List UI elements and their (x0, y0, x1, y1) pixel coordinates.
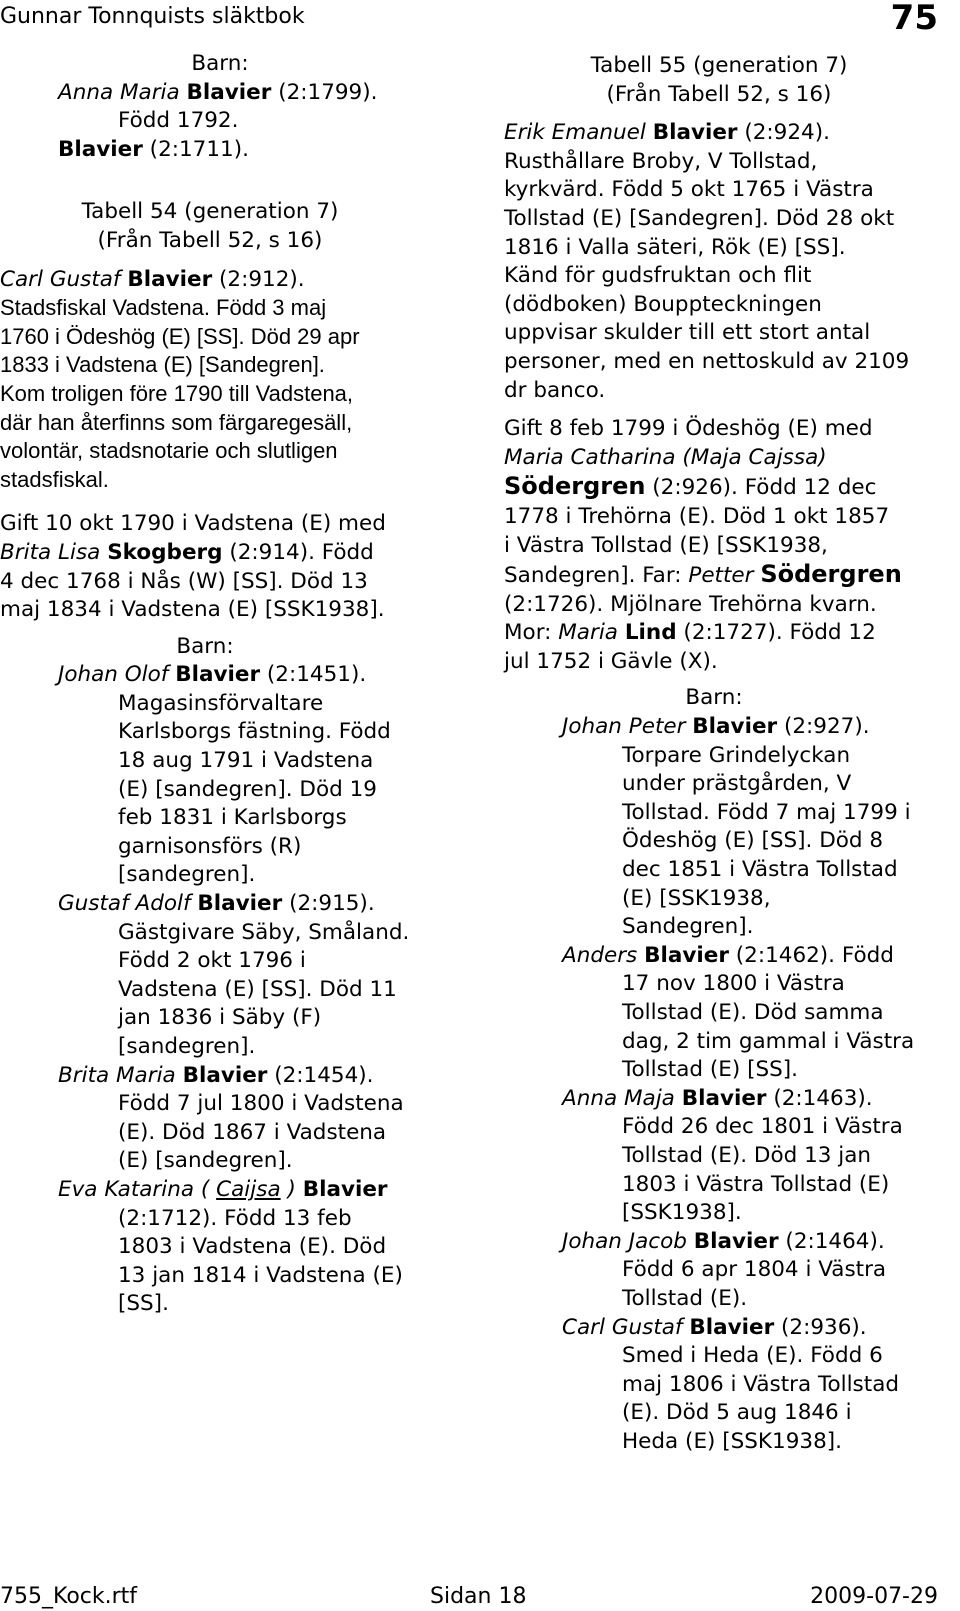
surname: Blavier (58, 136, 143, 162)
barn-label-top: Barn: (191, 51, 249, 76)
book-title: Gunnar Tonnquists släktbok (0, 4, 305, 29)
given-name: Gustaf Adolf (58, 891, 191, 917)
marriage-entry (504, 415, 954, 676)
child-entry (562, 713, 954, 942)
prev-child-entry (0, 79, 440, 165)
given-name: Carl Gustaf (0, 266, 121, 292)
entry-line: Gästgivare Säby, Småland. (118, 919, 410, 945)
entry-line: [SS]. (118, 1291, 169, 1317)
entry-line: Smed i Heda (E). Född 6 (622, 1343, 883, 1369)
child-entry (58, 890, 440, 1062)
entry-line: dr banco. (504, 377, 606, 403)
father-given-name: Petter (688, 563, 754, 589)
ref: (2:914). Född (222, 539, 374, 565)
entry-line: (E) [sandegren]. (118, 1148, 293, 1174)
entry-line: Född 7 jul 1800 i Vadstena (118, 1091, 404, 1117)
entry-line: Född 26 dec 1801 i Västra (622, 1114, 903, 1140)
entry-line: Tollstad (E) [Sandegren]. Död 28 okt (504, 205, 895, 231)
given-name: Anders (562, 942, 638, 968)
ref: (2:926). Född 12 dec (645, 475, 877, 501)
ref: (2:924). (737, 120, 830, 146)
entry-line: (2:1726). Mjölnare Trehörna kvarn. (504, 591, 877, 617)
entry-line: Magasinsförvaltare (118, 690, 324, 716)
child-entry (58, 661, 440, 890)
entry-line: 1803 i Vadstena (E). Död (118, 1234, 387, 1260)
entry-line: (E). Död 5 aug 1846 i (622, 1400, 852, 1426)
child-entry (58, 1176, 440, 1319)
barn-label: Barn: (685, 685, 743, 711)
surname: Blavier (197, 891, 283, 917)
entry-line: Rusthållare Broby, V Tollstad, (504, 148, 818, 174)
entry-line: feb 1831 i Karlsborgs (118, 805, 347, 831)
entry-line: (2:1712). Född 13 feb (118, 1205, 352, 1231)
entry-line: där han återfinns som färgaregesäll, (0, 409, 353, 435)
entry-line: Vadstena (E) [SS]. Död 11 (118, 976, 397, 1002)
entry-line: Tollstad (E). Död 13 jan (622, 1142, 872, 1168)
entry-line: Kom troligen före 1790 till Vadstena, (0, 380, 354, 406)
surname: Blavier (302, 1176, 388, 1202)
entry-line: Gift 8 feb 1799 i Ödeshög (E) med (504, 416, 873, 442)
surname: Blavier (186, 79, 272, 105)
entry-line: Karlsborgs fästning. Född (118, 719, 391, 745)
mother-surname: Lind (624, 620, 677, 646)
children-list (504, 713, 954, 1456)
given-name: Carl Gustaf (562, 1314, 683, 1340)
mother-given-name: Maria (558, 620, 618, 646)
ref: (2:1711). (142, 136, 249, 162)
entry-line: personer, med en nettoskuld av 2109 (504, 348, 910, 374)
entry-line: Tollstad. Född 7 maj 1799 i (622, 799, 911, 825)
entry-line: uppvisar skulder till ett stort antal (504, 320, 871, 346)
nickname: Caijsa (216, 1176, 281, 1202)
ref: (2:1462). Född (728, 942, 894, 968)
entry-line: Gift 10 okt 1790 i Vadstena (E) med (0, 511, 386, 537)
entry-line: (E) [sandegren]. Död 19 (118, 776, 377, 802)
left-column (0, 50, 440, 1319)
given-name: Anna Maria (58, 79, 180, 105)
person-entry (504, 119, 954, 405)
entry-line: Tollstad (E). Död samma (622, 1000, 884, 1025)
surname: Blavier (692, 714, 778, 740)
ref: (2:1727). Född 12 (676, 620, 876, 646)
surname: Blavier (127, 266, 213, 292)
child-entry (58, 1062, 440, 1176)
ref: (2:915). (282, 891, 375, 917)
entry-line: (E) [SSK1938, (622, 885, 771, 911)
table-title: Tabell 55 (generation 7) (590, 53, 848, 78)
entry-line: 1760 i Ödeshög (E) [SS]. Död 29 apr (0, 323, 360, 349)
entry-line: maj 1834 i Vadstena (E) [SSK1938]. (0, 597, 385, 623)
entry-line: 1778 i Trehörna (E). Död 1 okt 1857 (504, 503, 890, 529)
entry-line: garnisonsförs (R) (118, 833, 302, 859)
given-name-end: ) (280, 1176, 296, 1202)
entry-line: (dödboken) Bouppteckningen (504, 291, 822, 317)
marriage-entry (0, 510, 440, 624)
ref: (2:1799). (271, 79, 378, 105)
surname: Blavier (644, 942, 729, 968)
given-name: Anna Maja (562, 1085, 675, 1111)
entry-line: 4 dec 1768 i Nås (W) [SS]. Död 13 (0, 568, 368, 594)
entry-line: 17 nov 1800 i Västra (622, 971, 845, 997)
ref: (2:936). (774, 1314, 867, 1340)
entry-line: Tollstad (E) [SS]. (622, 1057, 798, 1083)
entry-line: Sandegren]. (622, 914, 754, 940)
entry-line: (E). Död 1867 i Vadstena (118, 1119, 387, 1145)
ref: (2:1454). (267, 1062, 374, 1088)
child-entry (562, 1085, 954, 1228)
ref: (2:1464). (778, 1228, 885, 1254)
table-title: Tabell 54 (generation 7) (81, 199, 339, 225)
given-name: Johan Olof (58, 662, 169, 688)
ref: (2:927). (777, 714, 870, 740)
surname: Blavier (681, 1085, 767, 1111)
entry-line: 18 aug 1791 i Vadstena (118, 748, 374, 774)
given-name: Johan Peter (562, 714, 686, 740)
entry-line: Känd för gudsfruktan och flit (504, 263, 812, 289)
right-column (504, 52, 954, 1457)
entry-line: Mor: (504, 620, 559, 646)
entry-line: maj 1806 i Västra Tollstad (622, 1371, 900, 1397)
entry-line: Sandegren]. Far: (504, 563, 689, 589)
spouse-given-name: Brita Lisa (0, 539, 101, 565)
entry-line: Född 2 okt 1796 i (118, 948, 306, 974)
entry-line: volontär, stadsnotarie och slutligen (0, 438, 338, 464)
given-name: Brita Maria (58, 1062, 176, 1088)
table-from: (Från Tabell 52, s 16) (606, 81, 832, 107)
father-surname: Södergren (760, 560, 902, 589)
surname: Blavier (652, 120, 738, 146)
barn-label: Barn: (176, 633, 234, 659)
entry-line: jul 1752 i Gävle (X). (504, 648, 718, 674)
spouse-surname: Södergren (504, 472, 646, 501)
entry-line: under prästgården, V (622, 771, 852, 797)
ref: (2:912). (212, 266, 305, 292)
entry-line: jan 1836 i Säby (F) (118, 1005, 322, 1031)
entry-line: 1833 i Vadstena (E) [Sandegren]. (0, 352, 325, 378)
entry-line: 1803 i Västra Tollstad (E) (622, 1171, 890, 1197)
entry-line: Född 1792. (118, 108, 239, 134)
table-from: (Från Tabell 52, s 16) (97, 227, 323, 253)
child-entry (562, 1228, 954, 1314)
child-entry (562, 1314, 954, 1457)
entry-line: i Västra Tollstad (E) [SSK1938, (504, 532, 828, 558)
given-name: Johan Jacob (562, 1228, 687, 1254)
entry-line: [SSK1938]. (622, 1200, 742, 1226)
spouse-surname: Skogberg (107, 539, 223, 565)
entry-line: stadsfiskal. (0, 466, 109, 492)
ref: (2:1451). (260, 662, 367, 688)
entry-line: dec 1851 i Västra Tollstad (622, 857, 898, 883)
surname: Blavier (689, 1314, 775, 1340)
ref: (2:1463). (766, 1085, 873, 1111)
children-list (0, 661, 440, 1319)
page-number: 75 (890, 0, 938, 38)
entry-line: dag, 2 tim gammal i Västra (622, 1028, 915, 1054)
entry-line: Tollstad (E). (622, 1285, 748, 1311)
entry-line: Heda (E) [SSK1938]. (622, 1428, 842, 1454)
surname: Blavier (693, 1228, 779, 1254)
footer-date: 2009-07-29 (810, 1584, 938, 1609)
entry-line: 1816 i Valla säteri, Rök (E) [SS]. (504, 234, 846, 260)
spouse-given-name: Maria Catharina (Maja Cajssa) (504, 444, 827, 470)
entry-line: Ödeshög (E) [SS]. Död 8 (622, 828, 884, 854)
child-entry (562, 942, 954, 1085)
surname: Blavier (175, 662, 261, 688)
entry-line: [sandegren]. (118, 1034, 256, 1059)
surname: Blavier (182, 1062, 268, 1088)
footer-file: 755_Kock.rtf (0, 1584, 138, 1609)
entry-line: Född 6 apr 1804 i Västra (622, 1257, 887, 1283)
given-name: Eva Katarina ( (58, 1176, 217, 1202)
entry-line: 13 jan 1814 i Vadstena (E) (118, 1262, 403, 1288)
entry-line: Stadsfiskal Vadstena. Född 3 maj (0, 295, 327, 321)
entry-line: Torpare Grindelyckan (622, 742, 851, 768)
person-entry (0, 266, 440, 495)
given-name: Erik Emanuel (504, 120, 646, 146)
footer-page: Sidan 18 (430, 1584, 527, 1609)
entry-line: [sandegren]. (118, 862, 256, 888)
entry-line: kyrkvärd. Född 5 okt 1765 i Västra (504, 177, 874, 203)
